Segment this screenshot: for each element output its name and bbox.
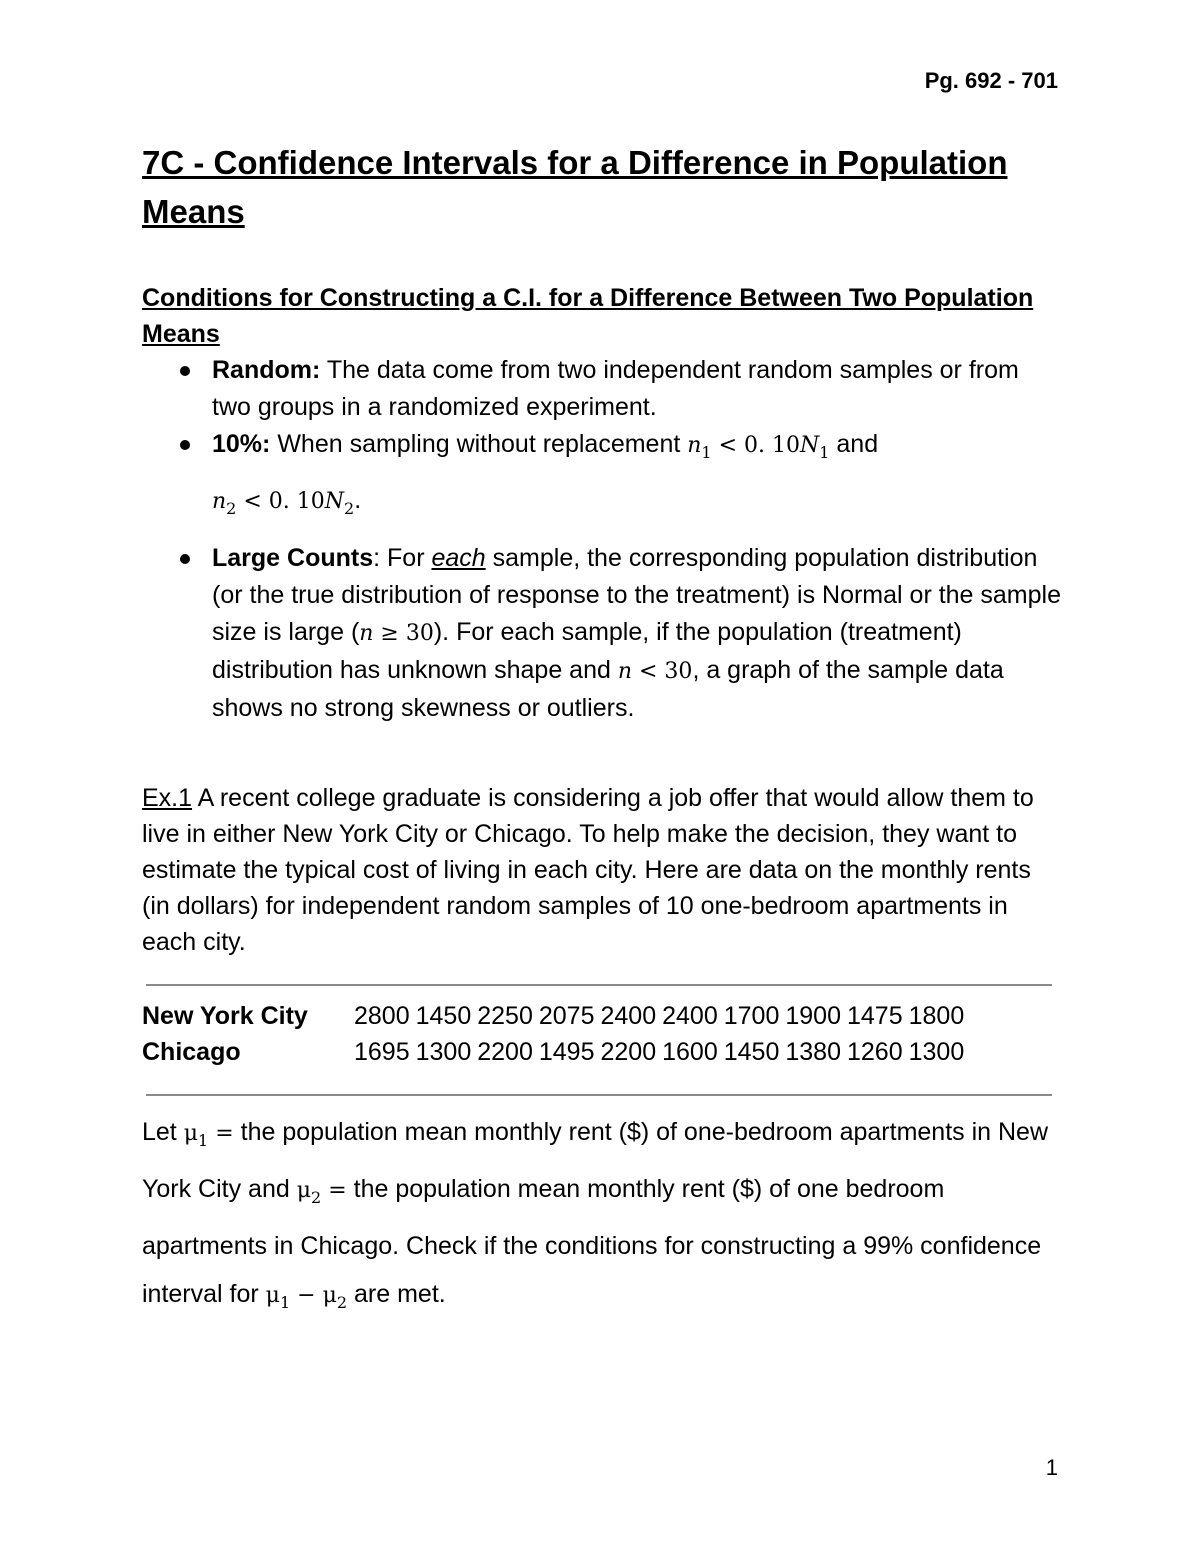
condition-label: 10%: bbox=[212, 430, 271, 458]
condition-label: Large Counts bbox=[212, 544, 374, 572]
bullet-icon bbox=[180, 440, 190, 450]
table-row bbox=[142, 998, 970, 1034]
bullet-icon bbox=[180, 554, 190, 564]
condition-text: and bbox=[829, 430, 879, 458]
rent-value: 1495 bbox=[538, 1038, 595, 1066]
city-label: Chicago bbox=[142, 1038, 241, 1066]
conditions-list bbox=[142, 352, 1062, 727]
rent-value: 2400 bbox=[662, 1002, 718, 1030]
condition-text: : For bbox=[373, 544, 432, 572]
conditions-heading: Conditions for Constructing a C.I. for a Difference Between Two Population Means bbox=[142, 284, 1034, 348]
condition-text: ). For each sample, if the population (treatment) distribution has unknown shape and bbox=[212, 618, 962, 684]
rent-value: 1450 bbox=[415, 1002, 472, 1030]
rent-value: 1450 bbox=[723, 1038, 780, 1066]
rent-value: 1900 bbox=[785, 1002, 841, 1030]
rent-value: 1380 bbox=[785, 1038, 841, 1066]
condition-ten-percent bbox=[142, 426, 1062, 527]
rent-value: 1300 bbox=[415, 1038, 472, 1066]
rent-value: 1260 bbox=[847, 1038, 903, 1066]
rent-value: 1695 bbox=[354, 1038, 410, 1066]
bullet-icon bbox=[180, 366, 190, 376]
table-row bbox=[142, 1034, 970, 1070]
formula-n-ge-30: n ≥ 30 bbox=[359, 621, 434, 646]
condition-text: The data come from two independent random samples or from two groups in a randomized experiment. bbox=[212, 356, 1019, 421]
emphasis-each: each bbox=[431, 544, 486, 572]
formula-n2: $n_2 < 0$. $10N_2$. bbox=[212, 486, 362, 518]
rent-value: 1300 bbox=[908, 1038, 965, 1066]
example-text: A recent college graduate is considering a job offer that would allow them to live in either New York City or Chicago. To help make the decision, they want to estimate the typical cost of living in each city. Here are data on the monthly rents (in dollars) for independent random samples of 10 one-bedroom apartments in each city. bbox=[142, 784, 1034, 956]
rent-value: 2400 bbox=[600, 1002, 657, 1030]
condition-text: sample, the corresponding population distribution (or the true distribution of response to the treatment) is Normal or the sample size is large ( bbox=[212, 544, 1061, 646]
formula-mu1: $\mu_1$ = bbox=[183, 1121, 241, 1150]
rent-value: 2200 bbox=[477, 1038, 533, 1066]
rent-table bbox=[142, 998, 970, 1070]
rent-value: 1700 bbox=[723, 1002, 780, 1030]
condition-text: When sampling without replacement bbox=[270, 430, 688, 458]
page-reference: Pg. 692 - 701 bbox=[924, 68, 1058, 93]
rent-value: 1600 bbox=[662, 1038, 718, 1066]
rent-value: 2800 bbox=[354, 1002, 410, 1030]
condition-label: Random: bbox=[212, 356, 321, 384]
paragraph-text: are met. bbox=[347, 1280, 446, 1308]
paragraph-text: Let bbox=[142, 1118, 184, 1146]
formula-mu1-minus-mu2: $\mu_1 - \mu_2$ bbox=[265, 1283, 348, 1312]
paragraph-text: the population mean monthly rent ($) of one-bedroom apartments in New York City and bbox=[142, 1118, 1049, 1203]
city-label: New York City bbox=[142, 1002, 308, 1030]
example-label: Ex.1 bbox=[142, 784, 193, 812]
table-bottom-rule bbox=[146, 1094, 1052, 1096]
table-top-rule bbox=[146, 984, 1052, 986]
paragraph-text: the population mean monthly rent ($) of one bedroom apartments in Chicago. Check if the conditions for constructing a 99% confidence interval for bbox=[142, 1175, 1042, 1308]
rent-value: 1800 bbox=[908, 1002, 965, 1030]
page-number: 1 bbox=[1045, 1455, 1058, 1480]
condition-text: , a graph of the sample data shows no strong skewness or outliers. bbox=[212, 656, 1004, 722]
formula-n-lt-30: n < 30 bbox=[617, 659, 693, 684]
rent-value: 2200 bbox=[600, 1038, 657, 1066]
rent-value: 2075 bbox=[538, 1002, 595, 1030]
example-paragraph bbox=[142, 780, 1062, 960]
condition-large-counts bbox=[142, 540, 1062, 727]
formula-mu2: $\mu_2$ = bbox=[296, 1178, 354, 1207]
formula-n1: $n_1 < 0$. $10N_1$ bbox=[687, 433, 830, 462]
rent-value: 2250 bbox=[477, 1002, 533, 1030]
page-title: 7C - Confidence Intervals for a Difference in Population Means bbox=[142, 144, 1008, 230]
condition-random bbox=[142, 352, 1062, 426]
definition-paragraph bbox=[142, 1108, 1062, 1327]
rent-value: 1475 bbox=[847, 1002, 903, 1030]
